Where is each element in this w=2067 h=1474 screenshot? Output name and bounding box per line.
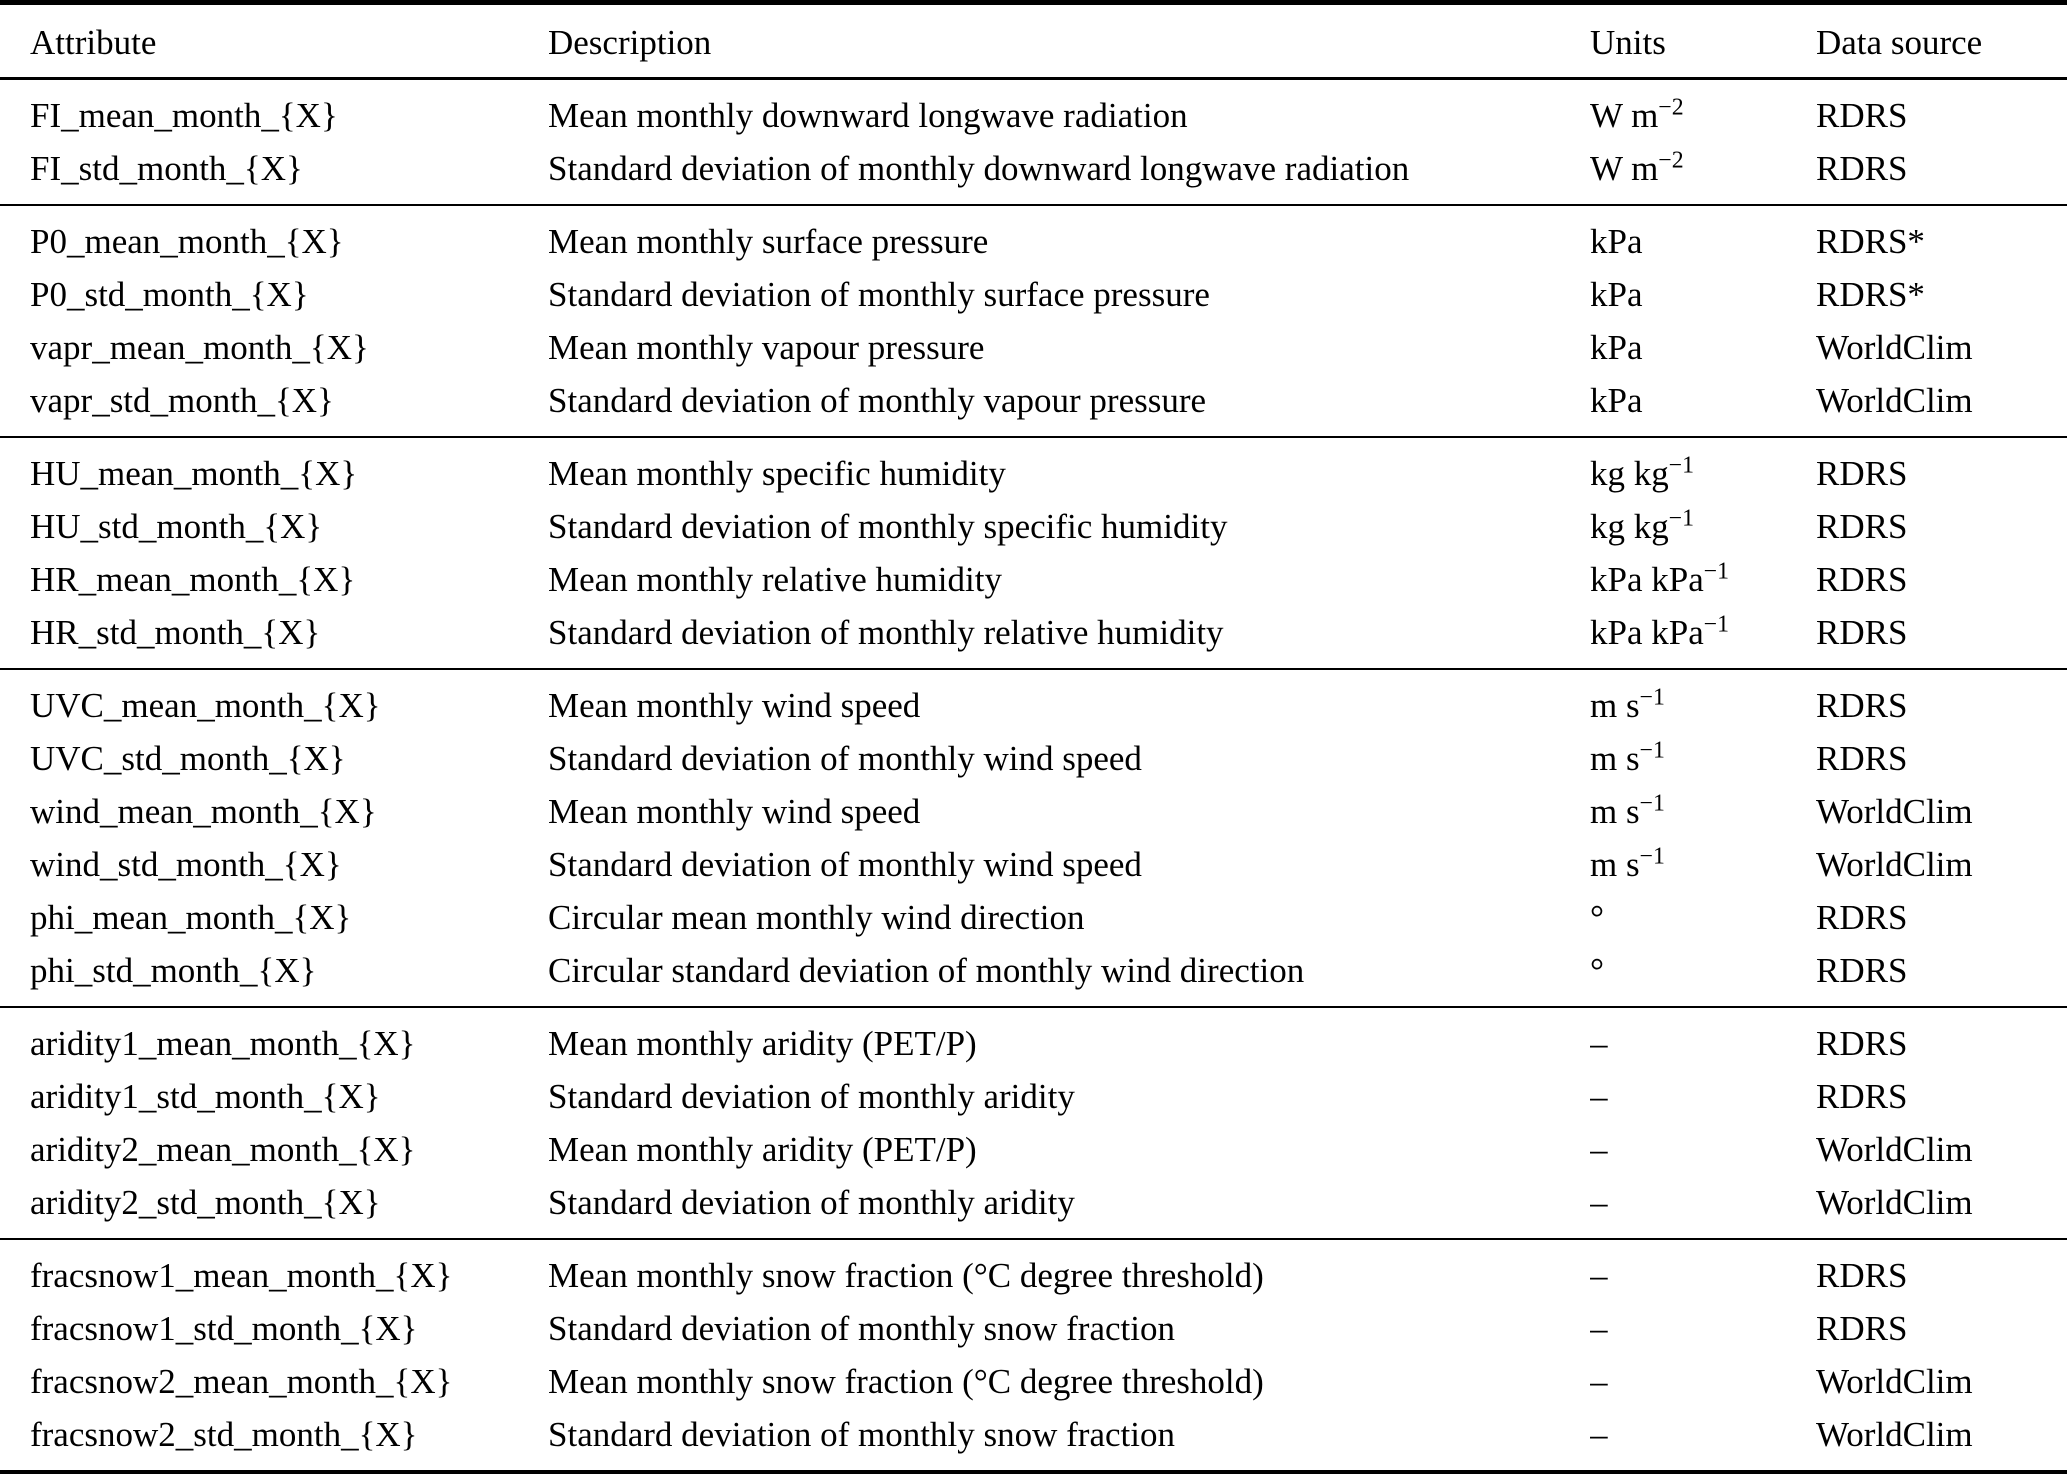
cell-description: Standard deviation of monthly aridity [548, 1183, 1075, 1222]
cell-data-source: WorldClim [1816, 1130, 1973, 1169]
cell-attribute: wind_mean_month_{X} [30, 792, 377, 831]
cell-data-source: RDRS [1816, 898, 1908, 937]
table-row [0, 1123, 2067, 1176]
cell-units: – [1590, 1077, 1608, 1116]
cell-units: ° [1590, 898, 1604, 937]
header-data-source: Data source [1816, 23, 1983, 62]
cell-units: kPa [1590, 328, 1643, 367]
cell-data-source: WorldClim [1816, 381, 1973, 420]
cell-attribute: aridity2_std_month_{X} [30, 1183, 381, 1222]
table-row [0, 553, 2067, 606]
cell-attribute: phi_mean_month_{X} [30, 898, 352, 937]
cell-description: Mean monthly wind speed [548, 792, 921, 831]
header-row [0, 3, 2067, 79]
cell-units: kPa kPa$^{-1}$ [1590, 558, 1730, 599]
table-row [0, 374, 2067, 437]
cell-data-source: RDRS [1816, 686, 1908, 725]
table-row [0, 944, 2067, 1007]
cell-description: Mean monthly specific humidity [548, 454, 1006, 493]
cell-attribute: HU_std_month_{X} [30, 507, 323, 546]
cell-description: Mean monthly vapour pressure [548, 328, 985, 367]
cell-description: Standard deviation of monthly wind speed [548, 739, 1142, 778]
table-row [0, 1302, 2067, 1355]
cell-units: W $m^{-2}$ [1590, 94, 1684, 135]
table-header [0, 3, 2067, 79]
cell-data-source: RDRS [1816, 96, 1908, 135]
header-description: Description [548, 23, 712, 62]
cell-attribute: UVC_std_month_{X} [30, 739, 346, 778]
table-row [0, 437, 2067, 500]
cell-attribute: vapr_mean_month_{X} [30, 328, 369, 367]
cell-description: Standard deviation of monthly snow fraction [548, 1309, 1175, 1348]
table-row [0, 891, 2067, 944]
cell-data-source: RDRS [1816, 1077, 1908, 1116]
cell-units: kPa [1590, 381, 1643, 420]
cell-description: Mean monthly aridity (PET/P) [548, 1024, 977, 1063]
table-row [0, 1239, 2067, 1302]
cell-units: kg $kg^{-1}$ [1590, 452, 1695, 493]
header-units: Units [1590, 23, 1666, 62]
cell-attribute: aridity1_std_month_{X} [30, 1077, 381, 1116]
cell-data-source: RDRS [1816, 454, 1908, 493]
cell-units: – [1590, 1362, 1608, 1401]
cell-attribute: fracsnow2_std_month_{X} [30, 1415, 418, 1454]
cell-data-source: RDRS [1816, 560, 1908, 599]
cell-data-source: RDRS [1816, 1256, 1908, 1295]
cell-units: kPa [1590, 222, 1643, 261]
cell-units: – [1590, 1183, 1608, 1222]
cell-data-source: WorldClim [1816, 792, 1973, 831]
cell-description: Standard deviation of monthly snow fraction [548, 1415, 1175, 1454]
table-row [0, 205, 2067, 268]
cell-data-source: RDRS [1816, 1309, 1908, 1348]
cell-data-source: WorldClim [1816, 1362, 1973, 1401]
cell-units: – [1590, 1024, 1608, 1063]
table-row [0, 500, 2067, 553]
cell-units: m $s^{-1}$ [1590, 843, 1665, 884]
cell-attribute: fracsnow1_std_month_{X} [30, 1309, 418, 1348]
cell-units: W $m^{-2}$ [1590, 147, 1684, 188]
cell-description: Mean monthly surface pressure [548, 222, 989, 261]
cell-units: m $s^{-1}$ [1590, 684, 1665, 725]
cell-description: Mean monthly downward longwave radiation [548, 96, 1188, 135]
cell-attribute: vapr_std_month_{X} [30, 381, 334, 420]
cell-data-source: WorldClim [1816, 328, 1973, 367]
table-row [0, 1355, 2067, 1408]
table-row [0, 1176, 2067, 1239]
cell-data-source: WorldClim [1816, 845, 1973, 884]
group-longwave-radiation [0, 79, 2067, 206]
cell-units: kPa [1590, 275, 1643, 314]
cell-attribute: UVC_mean_month_{X} [30, 686, 381, 725]
cell-attribute: wind_std_month_{X} [30, 845, 342, 884]
cell-description: Standard deviation of monthly specific humidity [548, 507, 1228, 546]
cell-description: Mean monthly relative humidity [548, 560, 1002, 599]
table-row [0, 79, 2067, 143]
cell-attribute: fracsnow1_mean_month_{X} [30, 1256, 453, 1295]
cell-data-source: WorldClim [1816, 1183, 1973, 1222]
cell-data-source: RDRS [1816, 739, 1908, 778]
table-row [0, 1408, 2067, 1472]
cell-description: Standard deviation of monthly vapour pressure [548, 381, 1207, 420]
cell-data-source: RDRS [1816, 613, 1908, 652]
cell-description: Mean monthly snow fraction (°C degree threshold) [548, 1362, 1264, 1401]
cell-description: Standard deviation of monthly downward longwave radiation [548, 149, 1410, 188]
group-aridity [0, 1007, 2067, 1239]
cell-units: m $s^{-1}$ [1590, 737, 1665, 778]
table-row [0, 142, 2067, 205]
cell-attribute: HU_mean_month_{X} [30, 454, 358, 493]
table-row [0, 785, 2067, 838]
cell-description: Circular mean monthly wind direction [548, 898, 1085, 937]
cell-data-source: WorldClim [1816, 1415, 1973, 1454]
cell-data-source: RDRS [1816, 951, 1908, 990]
table-row [0, 268, 2067, 321]
cell-description: Standard deviation of monthly relative humidity [548, 613, 1224, 652]
group-wind [0, 669, 2067, 1007]
cell-attribute: HR_mean_month_{X} [30, 560, 356, 599]
group-pressure [0, 205, 2067, 437]
cell-units: – [1590, 1309, 1608, 1348]
table-row [0, 1070, 2067, 1123]
cell-attribute: HR_std_month_{X} [30, 613, 321, 652]
header-attribute: Attribute [30, 23, 157, 62]
cell-units: – [1590, 1256, 1608, 1295]
cell-attribute: P0_std_month_{X} [30, 275, 309, 314]
cell-units: – [1590, 1130, 1608, 1169]
cell-attribute: phi_std_month_{X} [30, 951, 317, 990]
cell-attribute: fracsnow2_mean_month_{X} [30, 1362, 453, 1401]
cell-units: ° [1590, 951, 1604, 990]
cell-data-source: RDRS [1816, 507, 1908, 546]
table-row [0, 606, 2067, 669]
table-row [0, 732, 2067, 785]
cell-attribute: P0_mean_month_{X} [30, 222, 344, 261]
cell-units: kg $kg^{-1}$ [1590, 505, 1695, 546]
cell-units: m $s^{-1}$ [1590, 790, 1665, 831]
cell-units: – [1590, 1415, 1608, 1454]
cell-description: Standard deviation of monthly aridity [548, 1077, 1075, 1116]
group-humidity [0, 437, 2067, 669]
group-snow-fraction [0, 1239, 2067, 1472]
cell-data-source: RDRS* [1816, 222, 1925, 261]
cell-attribute: aridity2_mean_month_{X} [30, 1130, 416, 1169]
cell-data-source: RDRS* [1816, 275, 1925, 314]
cell-data-source: RDRS [1816, 1024, 1908, 1063]
table-row [0, 321, 2067, 374]
cell-data-source: RDRS [1816, 149, 1908, 188]
cell-attribute: FI_mean_month_{X} [30, 96, 338, 135]
cell-attribute: aridity1_mean_month_{X} [30, 1024, 416, 1063]
cell-description: Standard deviation of monthly wind speed [548, 845, 1142, 884]
table-row [0, 838, 2067, 891]
cell-description: Mean monthly wind speed [548, 686, 921, 725]
cell-description: Standard deviation of monthly surface pressure [548, 275, 1210, 314]
cell-description: Mean monthly snow fraction (°C degree threshold) [548, 1256, 1264, 1295]
cell-description: Circular standard deviation of monthly wind direction [548, 951, 1305, 990]
cell-units: kPa kPa$^{-1}$ [1590, 611, 1730, 652]
table-row [0, 1007, 2067, 1070]
table-row [0, 669, 2067, 732]
cell-description: Mean monthly aridity (PET/P) [548, 1130, 977, 1169]
cell-attribute: FI_std_month_{X} [30, 149, 303, 188]
